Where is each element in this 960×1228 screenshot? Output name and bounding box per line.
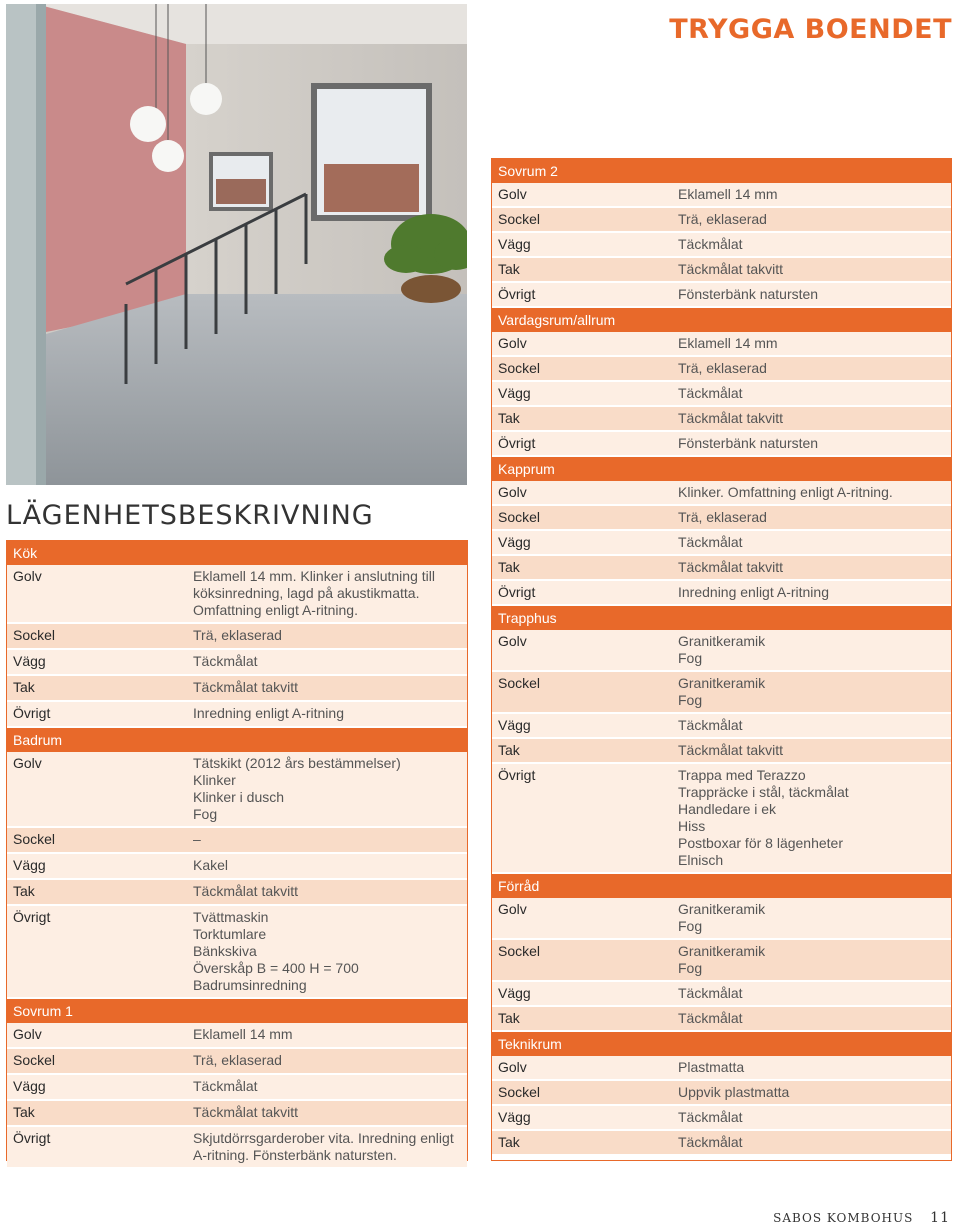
section-header: Teknikrum [492, 1032, 951, 1056]
spec-row [492, 481, 951, 506]
spec-value: Trä, eklaserad [678, 509, 767, 525]
spec-label: Sockel [498, 211, 541, 227]
spec-value: Klinker. Omfattning enligt A-ritning. [678, 484, 893, 500]
spec-row [7, 565, 467, 624]
spec-value: Eklamell 14 mm [678, 335, 778, 351]
spec-label: Golv [498, 335, 527, 351]
spec-row [7, 650, 467, 676]
spec-value: Täckmålat [678, 236, 743, 252]
spec-value: Täckmålat [193, 653, 258, 669]
spec-row [7, 828, 467, 854]
spec-row [492, 258, 951, 283]
spec-row [492, 714, 951, 739]
spec-value: – [193, 831, 201, 847]
spec-row [492, 1106, 951, 1131]
spec-label: Tak [498, 1134, 520, 1150]
spec-row [492, 940, 951, 982]
section-rows [492, 1056, 951, 1156]
spec-value: Eklamell 14 mm. Klinker i anslutning till köksinredning, lagd på akustikmatta. Omfattning enligt A-ritning. [193, 568, 435, 618]
spec-label: Golv [498, 901, 527, 917]
section-rows [7, 1023, 467, 1169]
spec-label: Vägg [498, 1109, 531, 1125]
page-title: LÄGENHETSBESKRIVNING [6, 500, 374, 531]
spec-value: Eklamell 14 mm [678, 186, 778, 202]
spec-row [492, 357, 951, 382]
spec-label: Vägg [498, 717, 531, 733]
spec-label: Övrigt [13, 705, 51, 721]
section-header: Kapprum [492, 457, 951, 481]
spec-row [7, 1049, 467, 1075]
spec-row [492, 672, 951, 714]
spec-value: Täckmålat takvitt [678, 559, 784, 575]
spec-row [492, 1131, 951, 1156]
spec-row [7, 1075, 467, 1101]
section-rows [492, 332, 951, 457]
brand-title: TRYGGA BOENDET [669, 14, 952, 45]
spec-label: Vägg [13, 1078, 46, 1094]
spec-value: Täckmålat [678, 1109, 743, 1125]
footer [773, 1210, 950, 1226]
section-rows [492, 481, 951, 606]
spec-value: Kakel [193, 857, 229, 873]
spec-row [7, 1127, 467, 1169]
spec-row [7, 676, 467, 702]
spec-row [7, 1023, 467, 1049]
spec-row [7, 702, 467, 728]
spec-label: Sockel [498, 675, 541, 691]
spec-label: Tak [498, 559, 520, 575]
spec-value: Täckmålat takvitt [193, 883, 299, 899]
spec-label: Sockel [498, 1084, 541, 1100]
section-header: Badrum [7, 728, 467, 752]
spec-value: Trä, eklaserad [193, 1052, 282, 1068]
section-rows [7, 565, 467, 728]
spec-row [492, 1081, 951, 1106]
spec-value: Tätskikt (2012 års bestämmelser) Klinker Klinker i dusch Fog [193, 755, 401, 822]
spec-label: Golv [498, 633, 527, 649]
section-header: Sovrum 1 [7, 999, 467, 1023]
spec-row [492, 1056, 951, 1081]
spec-value: Täckmålat [678, 1010, 743, 1026]
spec-label: Sockel [13, 831, 56, 847]
spec-row [492, 556, 951, 581]
spec-label: Vägg [498, 534, 531, 550]
spec-value: Inredning enligt A-ritning [678, 584, 829, 600]
spec-value: Tvättmaskin Torktumlare Bänkskiva Överskåp B = 400 H = 700 Badrumsinredning [193, 909, 359, 993]
spec-label: Vägg [13, 653, 46, 669]
spec-label: Golv [13, 755, 42, 771]
spec-label: Sockel [498, 943, 541, 959]
spec-value: Trä, eklaserad [193, 627, 282, 643]
spec-value: Täckmålat takvitt [193, 1104, 299, 1120]
spec-label: Övrigt [498, 584, 536, 600]
spec-label: Sockel [13, 627, 56, 643]
spec-label: Golv [13, 1026, 42, 1042]
spec-value: Inredning enligt A-ritning [193, 705, 344, 721]
spec-value: Granitkeramik Fog [678, 943, 766, 976]
spec-value: Täckmålat [193, 1078, 258, 1094]
spec-value: Trä, eklaserad [678, 211, 767, 227]
spec-label: Övrigt [498, 767, 536, 783]
stairwell-photo [6, 4, 467, 485]
section-rows [7, 752, 467, 999]
spec-value: Uppvik plastmatta [678, 1084, 790, 1100]
spec-row [492, 233, 951, 258]
spec-value: Täckmålat takvitt [678, 742, 784, 758]
section-header: Kök [7, 541, 467, 565]
spec-value: Granitkeramik Fog [678, 675, 766, 708]
spec-value: Täckmålat [678, 717, 743, 733]
section-rows [492, 898, 951, 1032]
spec-value: Täckmålat takvitt [193, 679, 299, 695]
spec-value: Täckmålat [678, 534, 743, 550]
spec-label: Övrigt [498, 435, 536, 451]
spec-value: Täckmålat [678, 985, 743, 1001]
spec-row [492, 581, 951, 606]
spec-value: Täckmålat [678, 1134, 743, 1150]
section-header: Vardagsrum/allrum [492, 308, 951, 332]
spec-label: Vägg [498, 236, 531, 252]
spec-row [7, 752, 467, 828]
spec-value: Plastmatta [678, 1059, 745, 1075]
spec-row [492, 432, 951, 457]
spec-label: Tak [498, 410, 520, 426]
spec-label: Tak [13, 883, 35, 899]
spec-label: Vägg [13, 857, 46, 873]
spec-label: Golv [498, 1059, 527, 1075]
footer-company: SABOS KOMBOHUS [773, 1211, 914, 1225]
spec-label: Övrigt [13, 909, 51, 925]
spec-label: Tak [13, 1104, 35, 1120]
spec-value: Granitkeramik Fog [678, 633, 766, 666]
right-spec-table [491, 158, 952, 1161]
spec-value: Skjutdörrsgarderober vita. Inredning enligt A-ritning. Fönsterbänk natursten. [193, 1130, 454, 1163]
spec-row [7, 854, 467, 880]
spec-label: Sockel [498, 360, 541, 376]
spec-value: Trappa med Terazzo Trappräcke i stål, täckmålat Handledare i ek Hiss Postboxar för 8 lägenheter Elnisch [678, 767, 849, 868]
spec-row [492, 407, 951, 432]
spec-row [492, 982, 951, 1007]
spec-row [492, 332, 951, 357]
spec-row [7, 1101, 467, 1127]
spec-label: Tak [13, 679, 35, 695]
left-spec-table [6, 540, 468, 1161]
spec-row [492, 739, 951, 764]
spec-row [492, 764, 951, 874]
section-header: Trapphus [492, 606, 951, 630]
section-header: Sovrum 2 [492, 159, 951, 183]
spec-value: Täckmålat takvitt [678, 410, 784, 426]
spec-row [492, 183, 951, 208]
spec-row [7, 906, 467, 999]
spec-value: Fönsterbänk natursten [678, 286, 819, 302]
spec-row [7, 624, 467, 650]
spec-label: Tak [498, 261, 520, 277]
spec-label: Tak [498, 1010, 520, 1026]
section-rows [492, 630, 951, 874]
spec-label: Golv [498, 484, 527, 500]
section-header: Förråd [492, 874, 951, 898]
spec-row [492, 630, 951, 672]
spec-row [492, 208, 951, 233]
page-number: 11 [930, 1210, 950, 1226]
spec-value: Täckmålat [678, 385, 743, 401]
spec-row [7, 880, 467, 906]
spec-value: Granitkeramik Fog [678, 901, 766, 934]
section-rows [492, 183, 951, 308]
spec-label: Sockel [13, 1052, 56, 1068]
spec-label: Övrigt [13, 1130, 51, 1146]
spec-value: Fönsterbänk natursten [678, 435, 819, 451]
spec-label: Övrigt [498, 286, 536, 302]
spec-row [492, 382, 951, 407]
spec-label: Golv [13, 568, 42, 584]
spec-value: Eklamell 14 mm [193, 1026, 293, 1042]
spec-row [492, 1007, 951, 1032]
spec-row [492, 506, 951, 531]
spec-label: Sockel [498, 509, 541, 525]
spec-label: Golv [498, 186, 527, 202]
spec-row [492, 283, 951, 308]
spec-row [492, 898, 951, 940]
spec-value: Trä, eklaserad [678, 360, 767, 376]
spec-value: Täckmålat takvitt [678, 261, 784, 277]
spec-label: Vägg [498, 385, 531, 401]
spec-row [492, 531, 951, 556]
spec-label: Vägg [498, 985, 531, 1001]
spec-label: Tak [498, 742, 520, 758]
